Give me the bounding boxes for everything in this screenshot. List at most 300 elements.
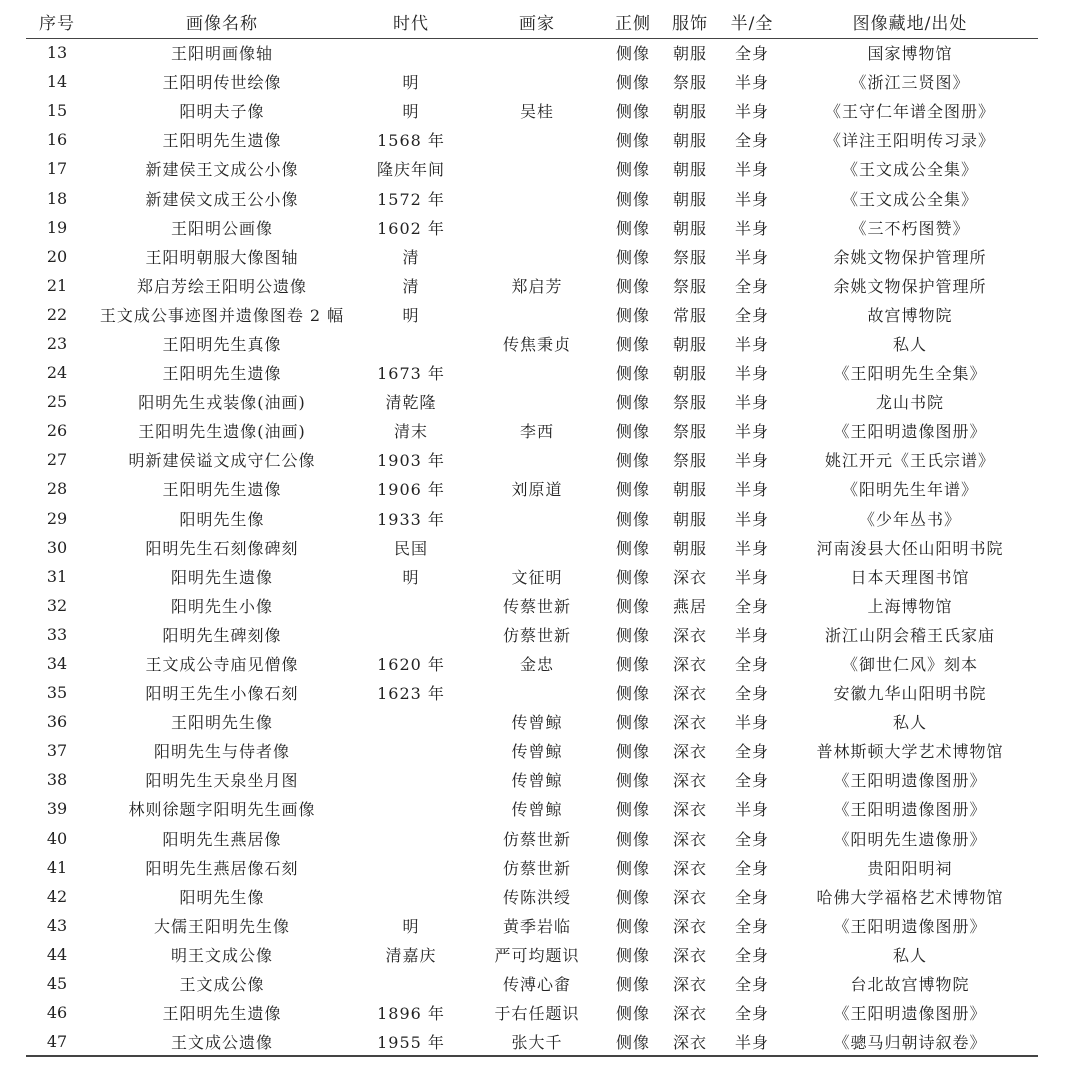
cell-index: 25 <box>46 392 68 412</box>
cell-view: 侧像 <box>608 1027 658 1056</box>
cell-view: 侧像 <box>615 131 650 151</box>
cell-era <box>356 620 466 649</box>
cell-index: 36 <box>46 712 68 732</box>
cell-body-extent: 全身 <box>734 887 769 907</box>
table-row <box>26 474 1038 503</box>
cell-body-extent: 全身 <box>734 44 769 64</box>
cell-view: 侧像 <box>615 102 650 122</box>
cell-attire: 深衣 <box>672 975 707 995</box>
cell-attire: 深衣 <box>658 1027 722 1056</box>
header-portrait-name: 画像名称 <box>88 6 356 38</box>
cell-artist: 传曾鲸 <box>511 771 563 791</box>
table-row <box>26 882 1038 911</box>
cell-era: 1896 年 <box>377 1004 445 1024</box>
cell-collection-source: 《王阳明先生全集》 <box>833 364 987 384</box>
cell-portrait-name: 阳明先生遗像 <box>170 567 273 587</box>
cell-portrait-name: 明王文成公像 <box>170 945 273 965</box>
cell-portrait-name: 新建侯王文成公小像 <box>145 160 299 180</box>
cell-body-extent: 全身 <box>734 742 769 762</box>
cell-view: 侧像 <box>615 73 650 93</box>
table-row <box>26 125 1038 154</box>
cell-era: 1620 年 <box>377 655 445 675</box>
cell-body-extent: 半身 <box>734 451 769 471</box>
cell-artist <box>466 213 608 242</box>
cell-view: 侧像 <box>615 742 650 762</box>
cell-era: 明 <box>402 102 420 122</box>
cell-era: 明 <box>402 916 420 936</box>
cell-attire: 朝服 <box>672 538 707 558</box>
cell-view: 侧像 <box>615 247 650 267</box>
cell-collection-source: 《三不朽图赞》 <box>850 218 970 238</box>
cell-view: 侧像 <box>615 364 650 384</box>
cell-era: 清 <box>402 276 420 296</box>
cell-artist: 传曾鲸 <box>511 742 563 762</box>
cell-view: 侧像 <box>615 771 650 791</box>
cell-collection-source: 《王守仁年谱全图册》 <box>824 102 995 122</box>
table-row <box>26 736 1038 765</box>
cell-portrait-name: 王阳明先生遗像(油画) <box>138 422 306 442</box>
table-row <box>26 707 1038 736</box>
cell-artist: 传蔡世新 <box>502 596 571 616</box>
cell-collection-source: 浙江山阴会稽王氏家庙 <box>824 625 995 645</box>
cell-attire: 祭服 <box>672 73 707 93</box>
cell-view: 侧像 <box>615 422 650 442</box>
cell-portrait-name: 阳明先生燕居像 <box>162 829 282 849</box>
cell-collection-source: 《阳明先生遗像册》 <box>833 829 987 849</box>
cell-view: 侧像 <box>615 655 650 675</box>
cell-body-extent: 半身 <box>734 334 769 354</box>
cell-attire: 祭服 <box>672 247 707 267</box>
cell-attire: 深衣 <box>672 567 707 587</box>
cell-view: 侧像 <box>615 713 650 733</box>
cell-body-extent: 半身 <box>734 218 769 238</box>
cell-view: 侧像 <box>615 189 650 209</box>
cell-view: 侧像 <box>615 334 650 354</box>
cell-collection-source: 私人 <box>892 945 927 965</box>
cell-index: 20 <box>46 246 68 266</box>
cell-artist: 吴桂 <box>519 102 554 122</box>
cell-index: 46 <box>46 1003 68 1023</box>
cell-artist <box>466 358 608 387</box>
cell-artist: 仿蔡世新 <box>502 858 571 878</box>
cell-artist <box>466 445 608 474</box>
cell-body-extent: 半身 <box>734 189 769 209</box>
cell-body-extent: 半身 <box>734 480 769 500</box>
cell-era: 1906 年 <box>377 480 445 500</box>
cell-attire: 朝服 <box>672 480 707 500</box>
cell-index: 27 <box>46 450 68 470</box>
cell-attire: 祭服 <box>672 422 707 442</box>
cell-collection-source: 上海博物馆 <box>867 596 953 616</box>
table-row <box>26 67 1038 96</box>
cell-collection-source: 姚江开元《王氏宗谱》 <box>824 451 995 471</box>
cell-portrait-name: 大儒王阳明先生像 <box>153 916 290 936</box>
cell-index: 47 <box>26 1027 88 1056</box>
cell-attire: 常服 <box>672 305 707 325</box>
cell-collection-source: 哈佛大学福格艺术博物馆 <box>816 887 1004 907</box>
cell-index: 17 <box>46 159 68 179</box>
cell-view: 侧像 <box>615 596 650 616</box>
cell-index: 22 <box>46 304 68 324</box>
table-row <box>26 562 1038 591</box>
cell-view: 侧像 <box>615 218 650 238</box>
cell-body-extent: 全身 <box>734 276 769 296</box>
cell-body-extent: 半身 <box>734 102 769 122</box>
cell-body-extent: 全身 <box>734 945 769 965</box>
cell-attire: 深衣 <box>672 916 707 936</box>
cell-index: 44 <box>46 944 68 964</box>
cell-era: 1955 年 <box>356 1027 466 1056</box>
cell-index: 41 <box>46 857 68 877</box>
cell-body-extent: 半身 <box>734 364 769 384</box>
header-body-extent: 半/全 <box>722 6 782 38</box>
cell-portrait-name: 阳明先生石刻像碑刻 <box>145 538 299 558</box>
cell-artist: 刘原道 <box>511 480 563 500</box>
cell-index: 32 <box>46 595 68 615</box>
cell-body-extent: 全身 <box>734 975 769 995</box>
cell-body-extent: 半身 <box>734 538 769 558</box>
table-row <box>26 38 1038 67</box>
cell-portrait-name: 王阳明先生真像 <box>162 334 282 354</box>
cell-collection-source: 《浙江三贤图》 <box>850 73 970 93</box>
cell-artist: 传曾鲸 <box>511 713 563 733</box>
cell-collection-source: 普林斯顿大学艺术博物馆 <box>816 742 1004 762</box>
cell-era: 明 <box>402 567 420 587</box>
cell-era <box>356 853 466 882</box>
cell-index: 38 <box>46 770 68 790</box>
cell-collection-source: 台北故宫博物院 <box>850 975 970 995</box>
cell-view: 侧像 <box>615 480 650 500</box>
cell-collection-source: 贵阳阳明祠 <box>867 858 953 878</box>
cell-body-extent: 全身 <box>734 655 769 675</box>
cell-view: 侧像 <box>615 1004 650 1024</box>
cell-portrait-name: 王阳明公画像 <box>170 218 273 238</box>
cell-attire: 朝服 <box>672 131 707 151</box>
cell-attire: 深衣 <box>672 829 707 849</box>
cell-body-extent: 半身 <box>734 247 769 267</box>
cell-view: 侧像 <box>615 975 650 995</box>
cell-portrait-name: 阳明先生戎装像(油画) <box>138 393 306 413</box>
cell-attire: 深衣 <box>672 1004 707 1024</box>
cell-artist <box>466 154 608 183</box>
cell-artist <box>466 67 608 96</box>
cell-attire: 朝服 <box>672 218 707 238</box>
cell-era <box>356 707 466 736</box>
cell-collection-source: 《王阳明遗像图册》 <box>833 422 987 442</box>
cell-view: 侧像 <box>615 509 650 529</box>
cell-portrait-name: 王文成公事迹图并遗像图卷 2 幅 <box>99 305 345 325</box>
cell-collection-source: 私人 <box>892 713 927 733</box>
cell-portrait-name: 王文成公遗像 <box>88 1027 356 1056</box>
cell-body-extent: 全身 <box>734 131 769 151</box>
table-row <box>26 765 1038 794</box>
cell-attire: 燕居 <box>672 596 707 616</box>
cell-view: 侧像 <box>615 800 650 820</box>
cell-era <box>356 824 466 853</box>
cell-portrait-name: 王阳明画像轴 <box>170 44 273 64</box>
cell-attire: 深衣 <box>672 945 707 965</box>
cell-body-extent: 全身 <box>734 1004 769 1024</box>
table-row <box>26 300 1038 329</box>
table-header <box>26 6 1038 38</box>
cell-portrait-name: 王阳明传世绘像 <box>162 73 282 93</box>
cell-era: 隆庆年间 <box>376 160 445 180</box>
cell-artist: 于右任题识 <box>494 1004 580 1024</box>
cell-index: 23 <box>46 333 68 353</box>
cell-attire: 深衣 <box>672 742 707 762</box>
cell-collection-source: 《王阳明遗像图册》 <box>833 771 987 791</box>
cell-view: 侧像 <box>615 393 650 413</box>
table-row <box>26 96 1038 125</box>
cell-artist: 郑启芳 <box>511 276 563 296</box>
cell-attire: 深衣 <box>672 800 707 820</box>
cell-view: 侧像 <box>615 829 650 849</box>
cell-portrait-name: 阳明王先生小像石刻 <box>145 684 299 704</box>
cell-index: 43 <box>46 915 68 935</box>
cell-index: 45 <box>46 974 68 994</box>
cell-index: 21 <box>46 275 68 295</box>
cell-era: 1903 年 <box>377 451 445 471</box>
cell-index: 37 <box>46 741 68 761</box>
cell-body-extent: 半身 <box>734 567 769 587</box>
cell-portrait-name: 王阳明先生遗像 <box>162 364 282 384</box>
cell-artist: 传焦秉贞 <box>502 334 571 354</box>
cell-collection-source: 《详注王阳明传习录》 <box>824 131 995 151</box>
cell-era: 民国 <box>393 538 428 558</box>
cell-portrait-name: 王阳明先生遗像 <box>162 1004 282 1024</box>
cell-collection-source: 国家博物馆 <box>867 44 953 64</box>
cell-artist: 传溥心畬 <box>502 975 571 995</box>
cell-collection-source: 《王文成公全集》 <box>841 189 978 209</box>
cell-collection-source: 私人 <box>892 334 927 354</box>
table-row <box>26 824 1038 853</box>
cell-collection-source: 《御世仁风》刻本 <box>841 655 978 675</box>
cell-era: 1602 年 <box>377 218 445 238</box>
table-row <box>26 620 1038 649</box>
cell-attire: 祭服 <box>672 276 707 296</box>
cell-view: 侧像 <box>615 916 650 936</box>
cell-view: 侧像 <box>615 305 650 325</box>
cell-attire: 深衣 <box>672 771 707 791</box>
cell-index: 31 <box>46 566 68 586</box>
table-row <box>26 678 1038 707</box>
cell-era: 明 <box>402 73 420 93</box>
cell-era: 1623 年 <box>377 684 445 704</box>
cell-artist: 金忠 <box>519 655 554 675</box>
cell-body-extent: 全身 <box>734 829 769 849</box>
cell-era <box>356 882 466 911</box>
cell-attire: 朝服 <box>672 509 707 529</box>
table-row <box>26 504 1038 533</box>
cell-era <box>356 794 466 823</box>
header-era: 时代 <box>356 6 466 38</box>
cell-era <box>356 736 466 765</box>
cell-artist <box>466 242 608 271</box>
cell-view: 侧像 <box>615 858 650 878</box>
table-row <box>26 358 1038 387</box>
cell-artist: 张大千 <box>466 1027 608 1056</box>
cell-portrait-name: 阳明先生天泉坐月图 <box>145 771 299 791</box>
cell-artist: 传曾鲸 <box>511 800 563 820</box>
cell-attire: 朝服 <box>672 334 707 354</box>
cell-portrait-name: 阳明先生像 <box>179 509 265 529</box>
cell-collection-source: 故宫博物院 <box>867 305 953 325</box>
table-row <box>26 591 1038 620</box>
cell-index: 13 <box>46 43 68 63</box>
cell-portrait-name: 王阳明先生遗像 <box>162 131 282 151</box>
cell-attire: 朝服 <box>672 102 707 122</box>
cell-portrait-name: 郑启芳绘王阳明公遗像 <box>136 276 307 296</box>
cell-collection-source: 《阳明先生年谱》 <box>841 480 978 500</box>
cell-index: 18 <box>46 188 68 208</box>
cell-attire: 深衣 <box>672 713 707 733</box>
cell-index: 34 <box>46 654 68 674</box>
cell-portrait-name: 王阳明先生像 <box>170 713 273 733</box>
cell-artist <box>466 125 608 154</box>
cell-era: 清 <box>402 247 420 267</box>
cell-artist: 李西 <box>519 422 554 442</box>
table-row <box>26 183 1038 212</box>
cell-index: 42 <box>46 886 68 906</box>
header-view: 正侧 <box>608 6 658 38</box>
cell-artist: 传陈洪绶 <box>502 887 571 907</box>
table-row <box>26 416 1038 445</box>
cell-body-extent: 半身 <box>734 393 769 413</box>
cell-era <box>356 969 466 998</box>
cell-portrait-name: 王文成公像 <box>179 975 265 995</box>
cell-body-extent: 半身 <box>734 509 769 529</box>
cell-index: 30 <box>46 537 68 557</box>
table-body <box>26 38 1038 1056</box>
cell-collection-source: 余姚文物保护管理所 <box>833 276 987 296</box>
cell-index: 24 <box>46 363 68 383</box>
cell-body-extent: 半身 <box>734 422 769 442</box>
cell-index: 29 <box>46 508 68 528</box>
cell-body-extent: 半身 <box>734 800 769 820</box>
cell-portrait-name: 阳明先生像 <box>179 887 265 907</box>
cell-artist <box>466 533 608 562</box>
header-artist: 画家 <box>466 6 608 38</box>
cell-index: 14 <box>46 72 68 92</box>
cell-attire: 朝服 <box>672 160 707 180</box>
table-row <box>26 213 1038 242</box>
cell-artist: 严可均题识 <box>494 945 580 965</box>
cell-index: 15 <box>46 101 68 121</box>
header-row <box>26 6 1038 38</box>
cell-body-extent: 半身 <box>734 160 769 180</box>
cell-portrait-name: 阳明先生与侍者像 <box>153 742 290 762</box>
table-row <box>26 940 1038 969</box>
cell-view: 侧像 <box>615 945 650 965</box>
cell-collection-source: 《王阳明遗像图册》 <box>833 916 987 936</box>
cell-attire: 朝服 <box>672 44 707 64</box>
cell-portrait-name: 新建侯文成王公小像 <box>145 189 299 209</box>
table-row <box>26 794 1038 823</box>
cell-portrait-name: 阳明先生燕居像石刻 <box>145 858 299 878</box>
cell-view: 侧像 <box>615 451 650 471</box>
cell-portrait-name: 王文成公寺庙见僧像 <box>145 655 299 675</box>
cell-index: 39 <box>46 799 68 819</box>
cell-collection-source: 《骢马归朝诗叙卷》 <box>782 1027 1038 1056</box>
cell-view: 侧像 <box>615 887 650 907</box>
table-row <box>26 911 1038 940</box>
cell-view: 侧像 <box>615 625 650 645</box>
cell-view: 侧像 <box>615 160 650 180</box>
cell-portrait-name: 王阳明先生遗像 <box>162 480 282 500</box>
cell-artist <box>466 504 608 533</box>
cell-view: 侧像 <box>615 684 650 704</box>
cell-era <box>356 591 466 620</box>
cell-era: 清乾隆 <box>385 393 437 413</box>
cell-view: 侧像 <box>615 567 650 587</box>
cell-collection-source: 《少年丛书》 <box>858 509 961 529</box>
cell-body-extent: 全身 <box>734 916 769 936</box>
cell-collection-source: 《王阳明遗像图册》 <box>833 800 987 820</box>
cell-artist: 黄季岩临 <box>502 916 571 936</box>
cell-era: 1673 年 <box>377 364 445 384</box>
cell-collection-source: 余姚文物保护管理所 <box>833 247 987 267</box>
cell-view: 侧像 <box>615 276 650 296</box>
cell-attire: 朝服 <box>672 364 707 384</box>
cell-index: 33 <box>46 624 68 644</box>
cell-body-extent: 全身 <box>734 305 769 325</box>
cell-attire: 祭服 <box>672 451 707 471</box>
cell-index: 35 <box>46 683 68 703</box>
cell-artist <box>466 300 608 329</box>
cell-body-extent: 全身 <box>734 858 769 878</box>
cell-portrait-name: 阳明先生小像 <box>170 596 273 616</box>
table-row <box>26 533 1038 562</box>
cell-era <box>356 38 466 67</box>
cell-era <box>356 329 466 358</box>
cell-attire: 深衣 <box>672 858 707 878</box>
cell-index: 19 <box>46 217 68 237</box>
cell-era: 清末 <box>393 422 428 442</box>
cell-index: 28 <box>46 479 68 499</box>
cell-view: 侧像 <box>615 44 650 64</box>
table-row <box>26 1027 1038 1056</box>
cell-collection-source: 龙山书院 <box>875 393 944 413</box>
cell-artist: 文征明 <box>511 567 563 587</box>
cell-era: 1568 年 <box>377 131 445 151</box>
cell-collection-source: 河南浚县大伾山阳明书院 <box>816 538 1004 558</box>
cell-body-extent: 全身 <box>734 771 769 791</box>
table-row <box>26 329 1038 358</box>
cell-attire: 深衣 <box>672 625 707 645</box>
cell-collection-source: 日本天理图书馆 <box>850 567 970 587</box>
cell-index: 40 <box>46 828 68 848</box>
table-row <box>26 998 1038 1027</box>
cell-artist: 仿蔡世新 <box>502 625 571 645</box>
cell-attire: 朝服 <box>672 189 707 209</box>
cell-era: 明 <box>402 305 420 325</box>
header-attire: 服饰 <box>658 6 722 38</box>
table-row <box>26 154 1038 183</box>
cell-attire: 祭服 <box>672 393 707 413</box>
table-row <box>26 969 1038 998</box>
table-row <box>26 242 1038 271</box>
table-row <box>26 853 1038 882</box>
table-row <box>26 649 1038 678</box>
header-index: 序号 <box>26 6 88 38</box>
cell-artist <box>466 183 608 212</box>
cell-body-extent: 全身 <box>734 596 769 616</box>
cell-body-extent: 半身 <box>734 625 769 645</box>
cell-portrait-name: 阳明夫子像 <box>179 102 265 122</box>
cell-artist: 仿蔡世新 <box>502 829 571 849</box>
table-row <box>26 271 1038 300</box>
table-row <box>26 387 1038 416</box>
